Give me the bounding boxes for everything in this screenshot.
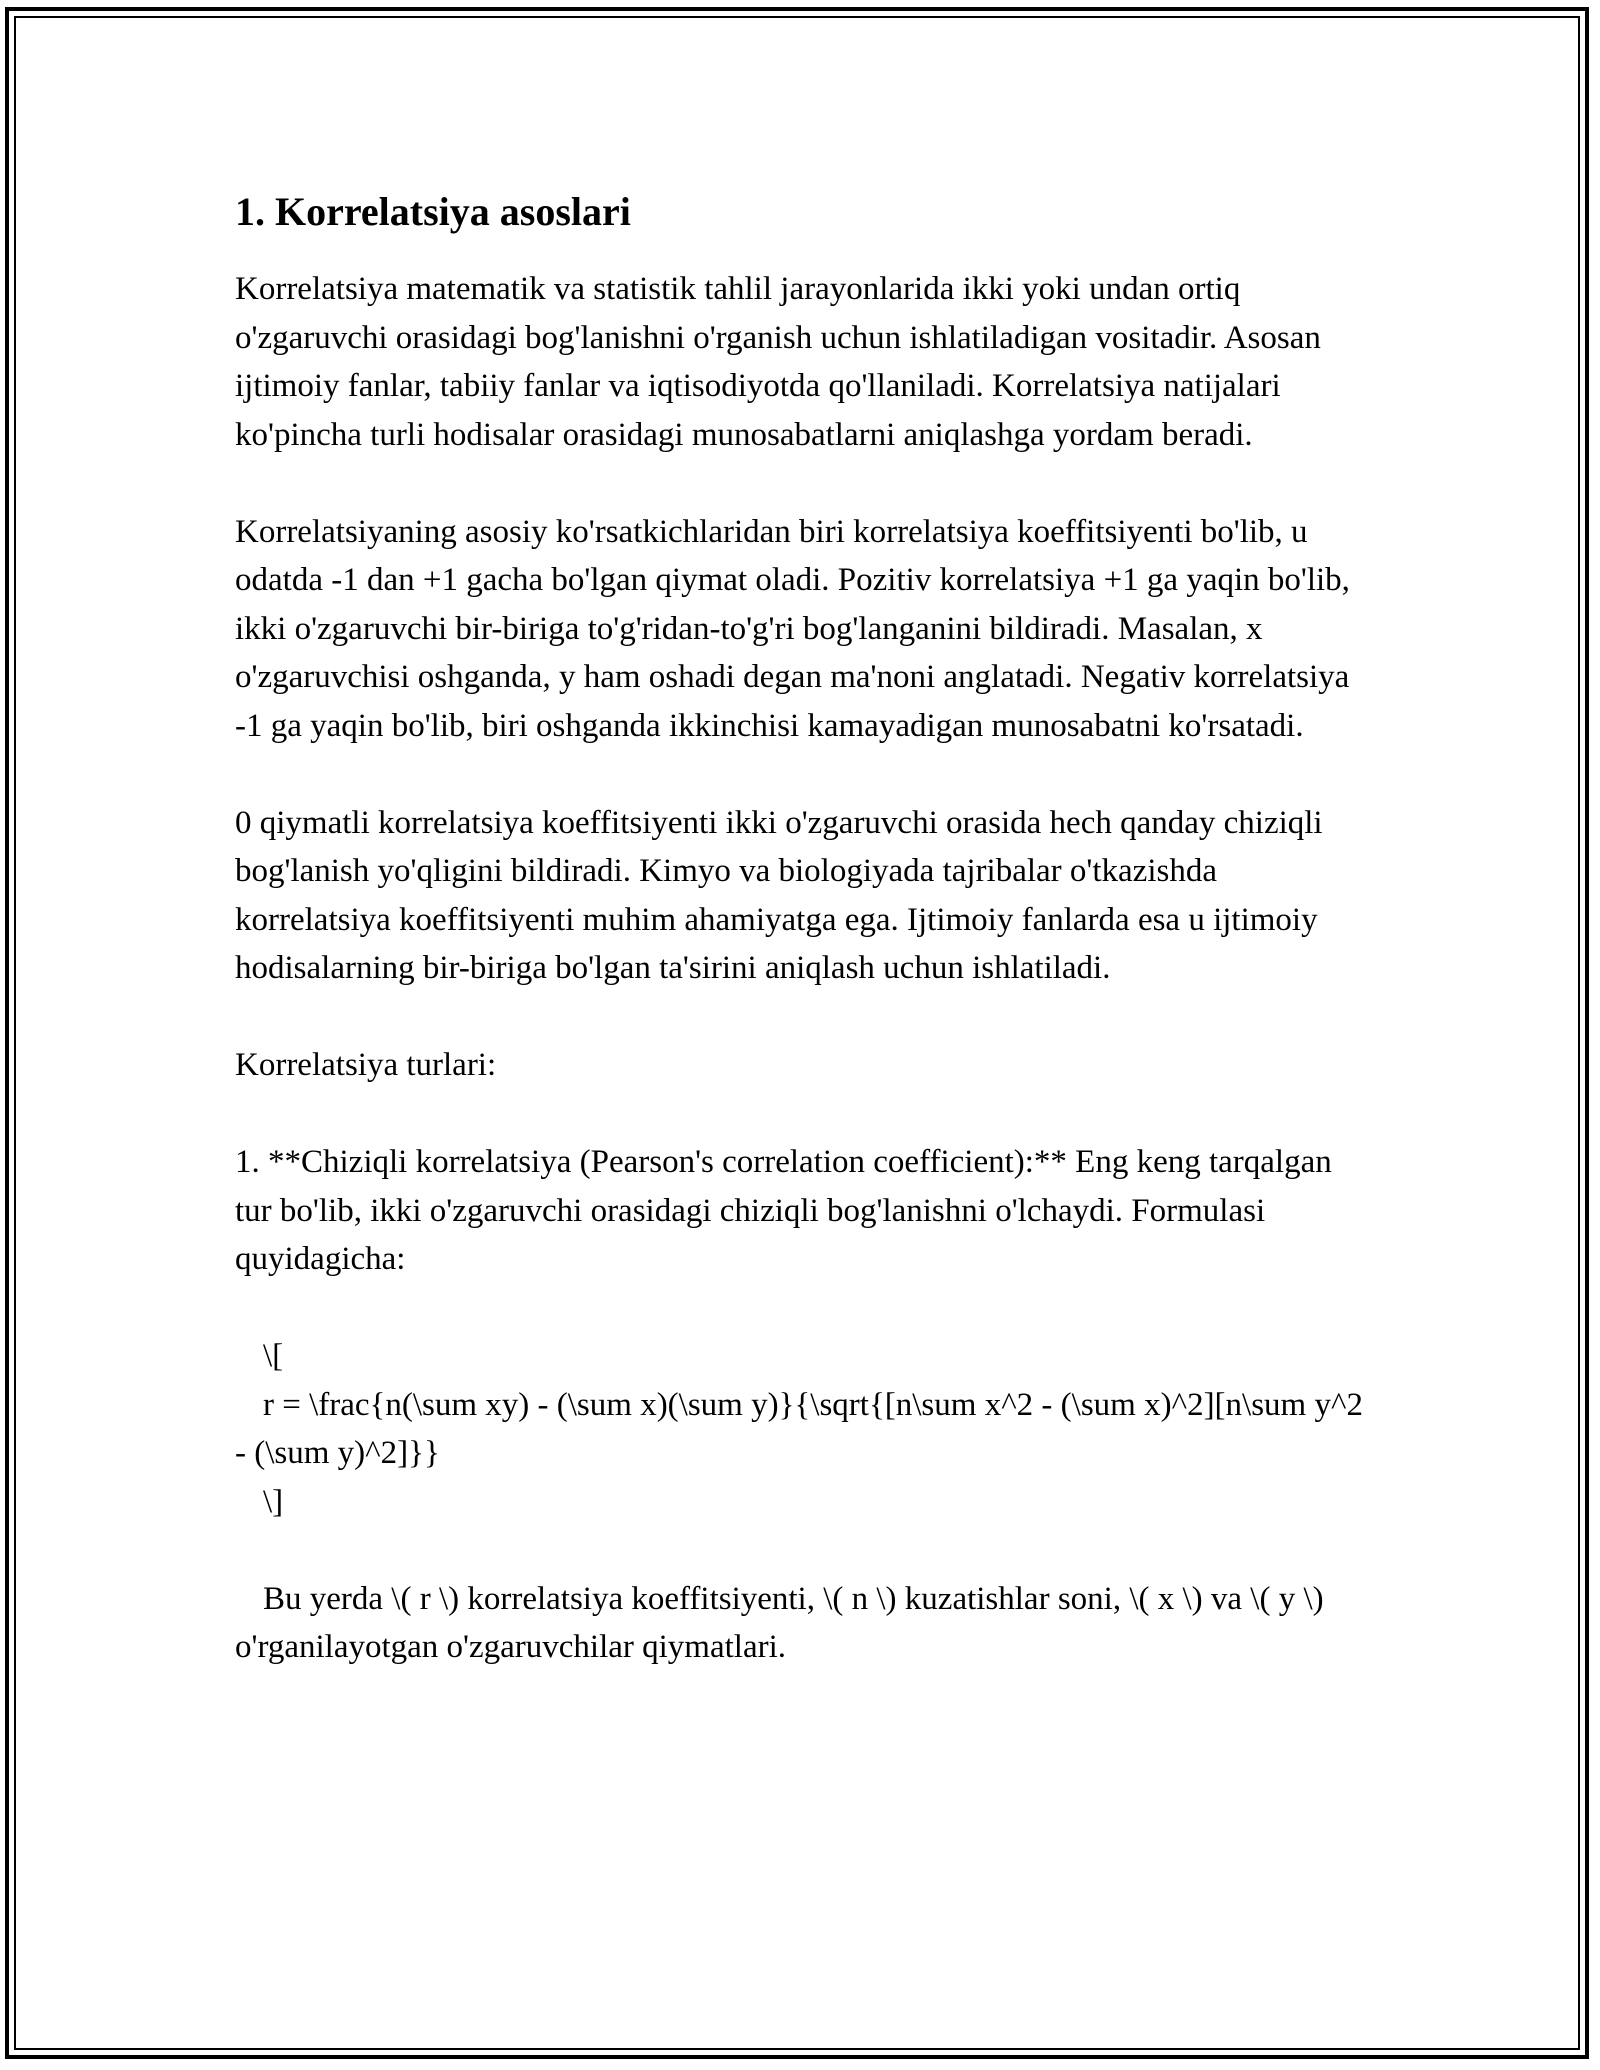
section-title: 1. Korrelatsiya asoslari (235, 189, 631, 234)
formula-open: \[ (263, 1338, 284, 1374)
document-body (235, 183, 1370, 1720)
paragraph-coefficient: Korrelatsiyaning asosiy ko'rsatkichlaridan biri korrelatsiya koeffitsiyenti bo'lib, u odatda -1 dan +1 gacha bo'lgan qiymat oladi. Pozitiv korrelatsiya +1 ga yaqin bo'lib, ikki o'zgaruvchi bir-biriga to'g'ridan-to'g'ri bog'langanini bildiradi. Masalan, x o'zgaruvchisi oshganda, y ham oshadi degan ma'noni anglatadi. Negativ korrelatsiya -1 ga yaqin bo'lib, biri oshganda ikkinchisi kamayadigan munosabatni ko'rsatadi. (235, 513, 1350, 744)
formula-body: r = \frac{n(\sum xy) - (\sum x)(\sum y)}{\sqrt{[n\sum x^2 - (\sum x)^2][n\sum y^2 - (\sum y)^2]}} (235, 1386, 1363, 1471)
paragraph-closing (235, 1575, 1370, 1672)
paragraph-intro: Korrelatsiya matematik va statistik tahlil jarayonlarida ikki yoki undan ortiq o'zgaruvchi orasidagi bog'lanishni o'rganish uchun ishlatiladigan vositadir. Asosan ijtimoiy fanlar, tabiiy fanlar va iqtisodiyotda qo'llaniladi. Korrelatsiya natijalari ko'pincha turli hodisalar orasidagi munosabatlarni aniqlashga yordam beradi. (235, 271, 1321, 453)
paragraph-zero-correlation: 0 qiymatli korrelatsiya koeffitsiyenti ikki o'zgaruvchi orasida hech qanday chiziqli bog'lanish yo'qligini bildiradi. Kimyo va biologiyada tajribalar o'tkazishda korrelatsiya koeffitsiyenti muhim ahamiyatga ega. Ijtimoiy fanlarda esa u ijtimoiy hodisalarning bir-biriga bo'lgan ta'sirini aniqlash uchun ishlatiladi. (235, 804, 1323, 986)
closing-text: Bu yerda \( r \) korrelatsiya koeffitsiyenti, \( n \) kuzatishlar soni, \( x \) va \( y \) o'rganilayotgan o'zgaruvchilar qiymatlari. (235, 1580, 1324, 1665)
formula-block (235, 1332, 1370, 1526)
paragraph-types-heading: Korrelatsiya turlari: (235, 1047, 497, 1083)
paragraph-pearson: 1. **Chiziqli korrelatsiya (Pearson's correlation coefficient):** Eng keng tarqalgan tur bo'lib, ikki o'zgaruvchi orasidagi chiziqli bog'lanishni o'lchaydi. Formulasi quyidagicha: (235, 1144, 1332, 1277)
formula-close: \] (263, 1483, 284, 1520)
